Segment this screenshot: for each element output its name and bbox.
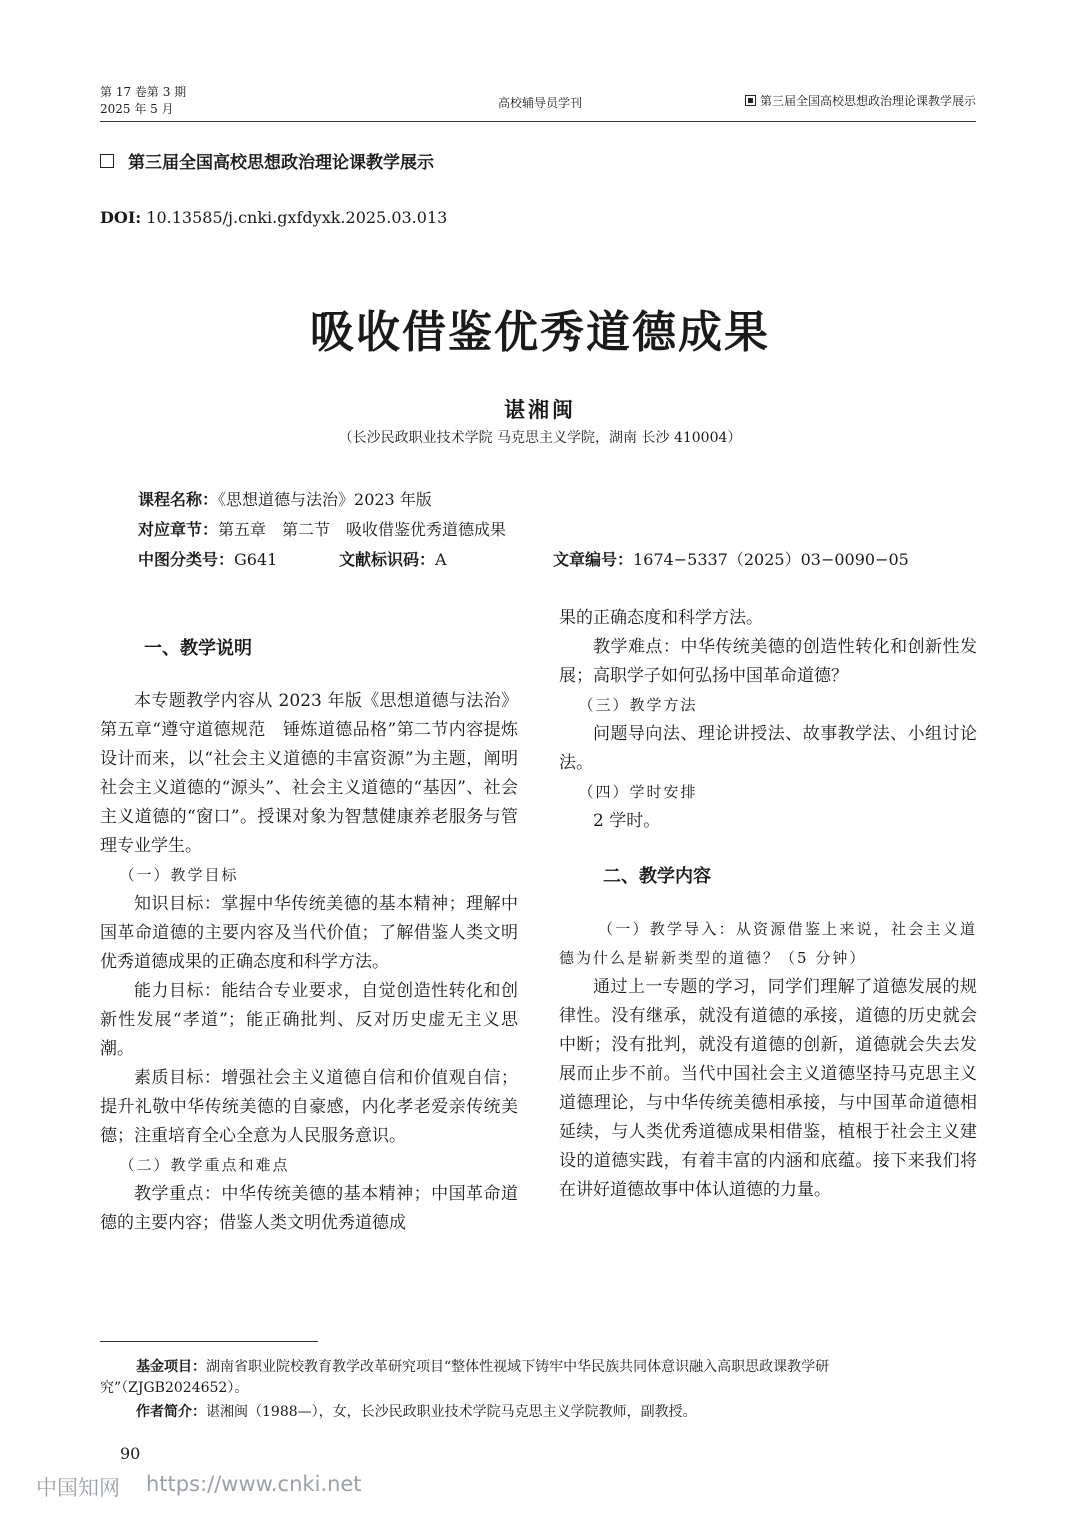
paragraph-hours: 2 学时。 xyxy=(593,811,661,831)
doc-code-line xyxy=(339,547,447,570)
running-header-right xyxy=(745,92,976,109)
checkbox-square-icon xyxy=(100,154,114,168)
doi xyxy=(100,208,447,227)
page-number: 90 xyxy=(120,1444,141,1463)
article-number-label: 文章编号： xyxy=(553,550,634,569)
course-name-line xyxy=(138,487,432,510)
subheading-key-difficult-points: （二）教学重点和难点 xyxy=(119,1156,290,1174)
fund-label: 基金项目： xyxy=(136,1359,206,1375)
chapter-value: 第五章 第二节 吸收借鉴优秀道德成果 xyxy=(218,520,507,539)
subheading-teaching-goals: （一）教学目标 xyxy=(119,866,239,884)
author-name: 谌湘闽 xyxy=(504,397,576,422)
subheading-class-hours: （四）学时安排 xyxy=(578,783,698,801)
heading-teaching-content: 二、教学内容 xyxy=(603,866,711,887)
footnote-author xyxy=(100,1402,976,1423)
clc-label: 中图分类号： xyxy=(138,550,235,569)
right-column xyxy=(559,604,977,1205)
doi-label: DOI: xyxy=(100,208,142,227)
article-number-line xyxy=(553,547,909,570)
watermark-cnki-text: 中国知网 xyxy=(36,1476,120,1500)
author-affiliation: （长沙民政职业技术学院 马克思主义学院，湖南 长沙 410004） xyxy=(338,430,742,446)
column-name: 第三届全国高校思想政治理论课教学展示 xyxy=(759,94,976,108)
section-label-text: 第三届全国高校思想政治理论课教学展示 xyxy=(128,153,434,173)
paragraph-knowledge-goal: 知识目标：掌握中华传统美德的基本精神；理解中国革命道德的主要内容及当代价值；了解借鉴人类文明优秀道德成果的正确态度和科学方法。 xyxy=(100,894,518,972)
article-number-value: 1674−5337（2025）03−0090−05 xyxy=(633,550,909,569)
paragraph-key-points-continued: 果的正确态度和科学方法。 xyxy=(559,608,763,628)
paragraph-quality-goal: 素质目标：增强社会主义道德自信和价值观自信；提升礼敬中华传统美德的自豪感，内化孝老爱亲传统美德；注重培育全心全意为人民服务意识。 xyxy=(100,1068,518,1146)
course-label: 课程名称： xyxy=(138,490,219,509)
clc-value: G641 xyxy=(234,550,278,569)
subheading-introduction: （一）教学导入：从资源借鉴上来说，社会主义道德为什么是崭新类型的道德？（5 分钟） xyxy=(559,920,977,967)
author-bio-text: 谌湘闽（1988—），女，长沙民政职业技术学院马克思主义学院教师，副教授。 xyxy=(206,1404,697,1420)
cnki-watermark xyxy=(36,1472,362,1502)
paragraph-key-points: 教学重点：中华传统美德的基本精神；中国革命道德的主要内容；借鉴人类文明优秀道德成 xyxy=(100,1184,518,1233)
fund-text: 湖南省职业院校教育教学改革研究项目“整体性视域下铸牢中华民族共同体意识融入高职思政课教学研究”（ZJGB2024652）。 xyxy=(100,1359,830,1396)
paragraph-introduction: 通过上一专题的学习，同学们理解了道德发展的规律性。没有继承，就没有道德的承接，道德的历史就会中断；没有批判，就没有道德的创新，道德就会失去发展而止步不前。当代中国社会主义道德坚持马克思主义道德理论，与中华传统美德相承接，与中国革命道德相延续，与人类优秀道德成果相借鉴，植根于社会主义建设的道德实践，有着丰富的内涵和底蕴。接下来我们将在讲好道德故事中体认道德的力量。 xyxy=(559,977,977,1200)
article-title: 吸收借鉴优秀道德成果 xyxy=(310,307,770,358)
chapter-line xyxy=(138,517,506,540)
column-marker-icon xyxy=(745,95,756,106)
left-column xyxy=(100,634,518,1238)
journal-name: 高校辅导员学刊 xyxy=(497,96,582,110)
watermark-url: https://www.cnki.net xyxy=(146,1472,362,1496)
paragraph-difficult-points: 教学难点：中华传统美德的创造性转化和创新性发展；高职学子如何弘扬中国革命道德？ xyxy=(559,637,977,686)
author-bio-label: 作者简介： xyxy=(136,1404,206,1420)
paragraph-ability-goal: 能力目标：能结合专业要求，自觉创造性转化和创新性发展“孝道”；能正确批判、反对历史虚无主义思潮。 xyxy=(100,981,518,1059)
subheading-teaching-methods: （三）教学方法 xyxy=(578,696,698,714)
footnote-fund xyxy=(100,1357,976,1399)
chapter-label: 对应章节： xyxy=(138,520,219,539)
doc-code-label: 文献标识码： xyxy=(339,550,436,569)
publication-date: 2025 年 5 月 xyxy=(100,102,174,116)
footnote-rule xyxy=(100,1341,318,1342)
doc-code-value: A xyxy=(435,550,447,569)
paragraph-methods: 问题导向法、理论讲授法、故事教学法、小组讨论法。 xyxy=(559,724,977,773)
volume-issue: 第 17 卷第 3 期 xyxy=(100,85,187,99)
section-label xyxy=(100,148,434,173)
header-rule xyxy=(100,121,976,122)
course-value: 《思想道德与法治》2023 年版 xyxy=(218,490,432,509)
heading-teaching-description: 一、教学说明 xyxy=(144,638,252,659)
clc-line xyxy=(138,547,277,570)
paragraph-overview: 本专题教学内容从 2023 年版《思想道德与法治》第五章“遵守道德规范 锤炼道德品格”第二节内容提炼设计而来，以“社会主义道德的丰富资源”为主题，阐明社会主义道德的“源头”、社会主义道德的“基因”、社会主义道德的“窗口”。授课对象为智慧健康养老服务与管理专业学生。 xyxy=(100,691,518,856)
doi-value: 10.13585/j.cnki.gxfdyxk.2025.03.013 xyxy=(146,208,448,227)
